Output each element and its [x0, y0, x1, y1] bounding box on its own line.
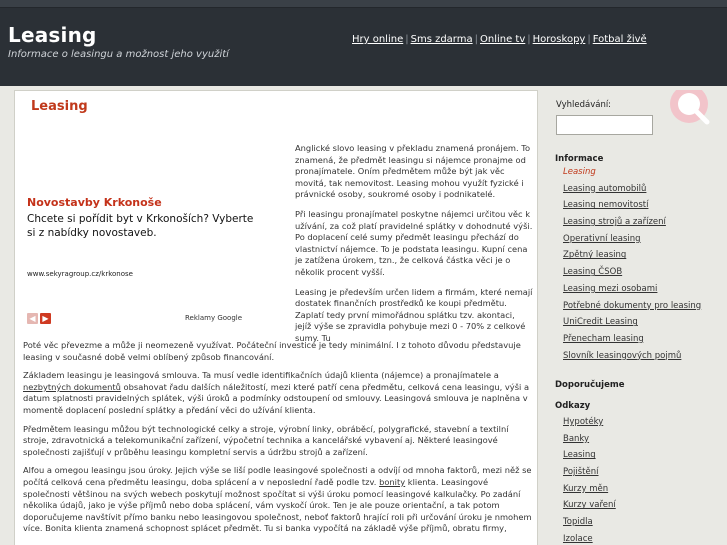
- sidebar-link[interactable]: Banky: [563, 433, 590, 444]
- sidebar-link-kurzy-vareni[interactable]: [563, 497, 616, 514]
- ad-text: Chcete si pořídit byt v Krkonoších? Vyberte si z nabídky novostaveb.: [27, 213, 254, 239]
- sidebar-link-izolace[interactable]: [563, 531, 616, 545]
- intro-paragraph: Anglické slovo leasing v překladu znamená pronájem. To znamená, že předmět leasingu si nájemce pronajme od pronajímatele. Oním předmětem může být jak věc movitá, tak nemovitost. Leasing mohou využít fyzické i právnické osoby, soukromé osoby i podnikatelé.: [295, 143, 531, 200]
- sidebar-link[interactable]: Hypotéky: [563, 417, 604, 427]
- paragraph-text: klienta. Leasingové společnosti většinou na svých webech poskytují možnost spočítat si výši úroku pomocí leasingové kalkulačky. Po zadání několika údajů, jako je výše příjmů nebo doba splácení, vám vyskočí úrok. Ten je ale pouze orientační, a tak potom doporučujeme navštívit přímo banku nebo leasingovou společnost, neboť faktorů hrající roli při určování úroku je nmohem více. Bonita klienta znamená schopnost splácet předmět. Tu si banka vypočítá na základě výše příjmů, obratu firmy,: [23, 476, 532, 534]
- ad-prev-arrow-icon[interactable]: ◀: [27, 313, 38, 324]
- ad-title[interactable]: Novostavby Krkonoše: [27, 196, 162, 209]
- page-title: Leasing: [31, 99, 88, 114]
- sidebar: [545, 90, 714, 545]
- nav-link-online-tv[interactable]: Online tv: [480, 34, 526, 45]
- article-paragraph: Předmětem leasingu můžou být technologické celky a stroje, výrobní linky, obráběcí, polygrafické, stavební a textilní stroje, zdravotnická a telekomunikační zařízení, výpočetní technika a kancelářské vybavení aj. Některé leasingové společnosti zajišťují v průběhu leasingu kompletní servis a údržbu strojů a zařízení.: [23, 423, 509, 457]
- sidebar-item-leasing-mezi-osobami[interactable]: [563, 281, 701, 298]
- ad-label[interactable]: [185, 314, 242, 322]
- ad-label-text: Reklamy Google: [185, 314, 243, 322]
- sidebar-item-leasing[interactable]: [563, 164, 701, 181]
- sidebar-item-leasing-automobilu[interactable]: [563, 181, 701, 198]
- sidebar-item-zpetny-leasing[interactable]: [563, 247, 701, 264]
- nav-link-fotbal-zive[interactable]: Fotbal živě: [592, 34, 647, 45]
- paragraph-text: Základem leasingu je leasingová smlouva. Ta musí vedle identifikačních údajů klienta (nájemce) a pronajímatele a: [23, 370, 499, 381]
- sidebar-heading-informace: Informace: [555, 154, 604, 164]
- article-paragraph: [23, 370, 533, 416]
- link-bonity[interactable]: bonity: [379, 476, 406, 487]
- nav-separator: |: [527, 34, 531, 45]
- sidebar-link[interactable]: Slovník leasingových pojmů: [563, 350, 682, 361]
- sidebar-heading-doporucujeme: Doporučujeme: [555, 380, 625, 390]
- nav-link-sms-zdarma[interactable]: Sms zdarma: [410, 34, 473, 45]
- article-paragraph: Poté věc převezme a může ji neomezeně využívat. Počáteční investice je tedy minimální. I z tohoto důvodu představuje leasing v současné době velmi oblíbený způsob financování.: [23, 340, 521, 362]
- sidebar-link[interactable]: Leasing ČSOB: [563, 267, 623, 278]
- ad-next-arrow-icon[interactable]: ▶: [40, 313, 51, 324]
- ad-url[interactable]: www.sekyragroup.cz/krkonose: [27, 270, 133, 278]
- paragraph-text: Alfou a omegou leasingu jsou úroky. Jejich výše se liší podle leasingové společnosti a odvíjí od mnoha faktorů, mezi něž se počítá celková cena předmětu leasingu, doba splácení a v neposlední řadě podle tzv.: [23, 465, 532, 487]
- sidebar-link[interactable]: Kurzy měn: [563, 483, 609, 494]
- sidebar-link[interactable]: Topidla: [563, 517, 593, 528]
- sidebar-link[interactable]: Leasing mezi osobami: [563, 283, 658, 294]
- sidebar-item-unicredit-leasing[interactable]: [563, 314, 701, 331]
- sidebar-link-topidla[interactable]: [563, 514, 616, 531]
- google-ad-block[interactable]: [27, 187, 272, 327]
- article-body: [23, 340, 533, 542]
- nav-link-hry-online[interactable]: Hry online: [352, 34, 404, 45]
- site-title[interactable]: Leasing: [8, 23, 97, 47]
- sidebar-links-list: [563, 414, 616, 545]
- intro-column: [295, 143, 533, 353]
- search-magnifier-icon: [667, 90, 714, 138]
- top-navigation: [352, 34, 647, 45]
- nav-link-horoskopy[interactable]: Horoskopy: [532, 34, 586, 45]
- search-input[interactable]: [556, 115, 653, 135]
- nav-separator: |: [587, 34, 591, 45]
- sidebar-link[interactable]: Zpětný leasing: [563, 250, 627, 261]
- sidebar-link[interactable]: Pojištění: [563, 467, 599, 478]
- sidebar-link-leasing[interactable]: [563, 447, 616, 464]
- top-bar: [0, 0, 727, 8]
- sidebar-item-leasing-csob[interactable]: [563, 264, 701, 281]
- nav-separator: |: [474, 34, 478, 45]
- sidebar-link-kurzy-men[interactable]: [563, 481, 616, 498]
- sidebar-link[interactable]: Leasing strojů a zařízení: [563, 217, 666, 228]
- sidebar-link[interactable]: UniCredit Leasing: [563, 317, 638, 328]
- sidebar-info-list: [563, 164, 701, 364]
- search-label: Vyhledávání:: [556, 100, 612, 110]
- sidebar-item-slovnik-pojmu[interactable]: [563, 348, 701, 365]
- sidebar-link[interactable]: Leasing: [563, 167, 596, 177]
- sidebar-item-operativni-leasing[interactable]: [563, 231, 701, 248]
- paragraph-text: obsahovat řadu dalších náležitostí, mezi které patří cena předmětu, celková cena leasingu, výši a datum splatnosti pravidelných splátek, výši úroků a podmínky odstoupení od smlouvy. Leasingová smlouva je naplněna v momentě doplacení poslední splátky a předání věci do užívání klienta.: [23, 381, 530, 415]
- intro-paragraph: Leasing je především určen lidem a firmám, které nemají dostatek finančních prostředků ke koupi předmětu. Zaplatí tedy první mimořádnou splátku tzv. akontaci, jejíž výše se zpravidla pohybuje mezi 0 - 70% z celkové sumy. Tu: [295, 286, 533, 343]
- sidebar-link[interactable]: Kurzy vaření: [563, 500, 616, 511]
- sidebar-item-leasing-nemovitosti[interactable]: [563, 197, 701, 214]
- nav-separator: |: [405, 34, 409, 45]
- sidebar-link[interactable]: Potřebné dokumenty pro leasing: [563, 300, 702, 311]
- main-content: [14, 90, 538, 545]
- intro-paragraph: Při leasingu pronajímatel poskytne nájemci určitou věc k užívání, za což platí pravidelné splátky v dohodnuté výši. Po doplacení celé sumy předmět leasingu přechází do vlastnictví nájemce. To je podstata leasingu. Kupní cena je zatížena úrokem, tzn., že celková částka věci je o několik procent vyšší.: [295, 208, 533, 277]
- sidebar-item-potrebne-dokumenty[interactable]: [563, 298, 701, 315]
- sidebar-link[interactable]: Operativní leasing: [563, 233, 641, 244]
- link-nezbytne-dokumenty[interactable]: nezbytných dokumentů: [23, 381, 121, 392]
- site-tagline: Informace o leasingu a možnost jeho využití: [8, 49, 229, 60]
- sidebar-link-pojisteni[interactable]: [563, 464, 616, 481]
- sidebar-item-prenecham-leasing[interactable]: [563, 331, 701, 348]
- sidebar-link-hypoteky[interactable]: [563, 414, 616, 431]
- sidebar-link[interactable]: Leasing nemovitostí: [563, 200, 649, 211]
- sidebar-link-banky[interactable]: [563, 431, 616, 448]
- sidebar-item-leasing-stroju[interactable]: [563, 214, 701, 231]
- sidebar-link[interactable]: Leasing automobilů: [563, 183, 647, 194]
- sidebar-heading-odkazy: Odkazy: [555, 401, 591, 411]
- sidebar-link[interactable]: Přenecham leasing: [563, 333, 644, 344]
- sidebar-link[interactable]: Leasing: [563, 450, 596, 461]
- sidebar-link[interactable]: Izolace: [563, 533, 593, 544]
- article-paragraph: [23, 465, 533, 535]
